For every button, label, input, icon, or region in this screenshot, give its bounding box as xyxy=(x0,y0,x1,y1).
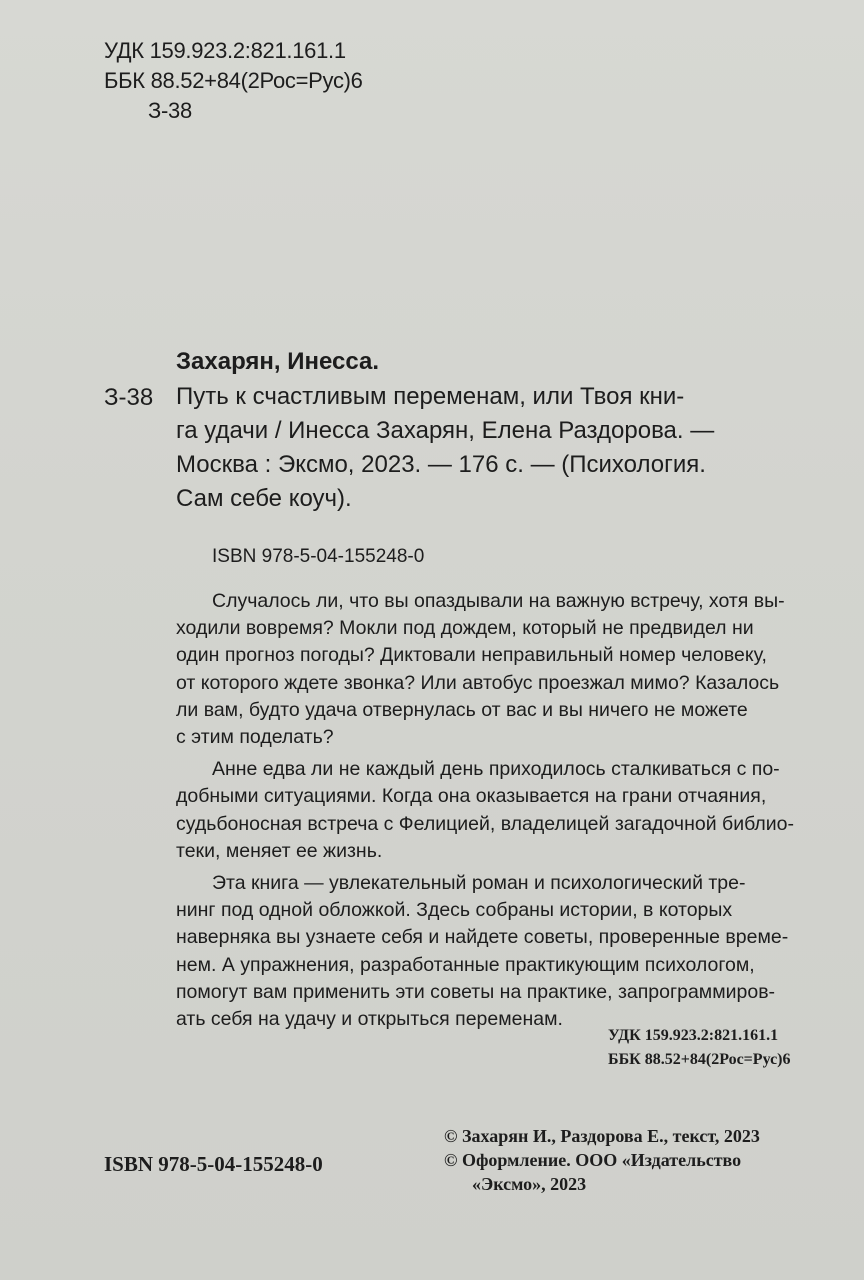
annotation-line: нем. А упражнения, разработанные практикующим психологом, xyxy=(176,953,755,976)
isbn-bottom: ISBN 978-5-04-155248-0 xyxy=(104,1152,323,1176)
catalog-author: Захарян, Инесса. xyxy=(176,348,380,375)
udk-code: УДК 159.923.2:821.161.1 xyxy=(608,1027,779,1044)
annotation xyxy=(176,588,816,1038)
classification-codes-top xyxy=(104,36,363,126)
annotation-line: помогут вам применить эти советы на практике, запрограммиров- xyxy=(176,980,776,1003)
annotation-line: теки, меняет ее жизнь. xyxy=(176,839,383,862)
annotation-line: судьбоносная встреча с Фелицией, владелицей загадочной библио- xyxy=(176,812,794,835)
annotation-paragraph xyxy=(176,588,816,751)
annotation-line: наверняка вы узнаете себя и найдете советы, проверенные време- xyxy=(176,926,789,949)
catalog-description-line: га удачи / Инесса Захарян, Елена Раздорова. — xyxy=(176,417,715,444)
annotation-paragraph xyxy=(176,870,816,1033)
bbk-code: ББК 88.52+84(2Рос=Рус)6 xyxy=(104,68,363,93)
annotation-line: ли вам, будто удача отвернулась от вас и вы ничего не можете xyxy=(176,698,748,721)
catalog-description xyxy=(176,380,816,516)
annotation-line: от которого ждете звонка? Или автобус проезжал мимо? Казалось xyxy=(176,671,780,694)
copyright-line: © Захарян И., Раздорова Е., текст, 2023 xyxy=(444,1126,760,1146)
annotation-line: ать себя на удачу и открыться переменам. xyxy=(176,1008,563,1031)
annotation-line: Анне едва ли не каждый день приходилось сталкиваться с по- xyxy=(212,758,780,781)
copyright-notice xyxy=(444,1124,760,1196)
annotation-paragraph xyxy=(176,756,816,865)
catalog-description-line: Путь к счастливым переменам, или Твоя кни- xyxy=(176,383,685,410)
annotation-line: Эта книга — увлекательный роман и психологический тре- xyxy=(212,872,746,895)
annotation-line: добными ситуациями. Когда она оказывается на грани отчаяния, xyxy=(176,785,767,808)
copyright-line: «Эксмо», 2023 xyxy=(472,1174,587,1194)
udk-code: УДК 159.923.2:821.161.1 xyxy=(104,38,346,63)
copyright-line: © Оформление. ООО «Издательство xyxy=(444,1150,742,1170)
annotation-line: один прогноз погоды? Диктовали неправильный номер человеку, xyxy=(176,644,767,667)
catalog-isbn: ISBN 978-5-04-155248-0 xyxy=(212,546,425,567)
catalog-cutter-mark: З-38 xyxy=(104,384,154,411)
annotation-line: нинг под одной обложкой. Здесь собраны истории, в которых xyxy=(176,899,733,922)
catalog-description-line: Сам себе коуч). xyxy=(176,485,352,512)
catalog-description-line: Москва : Эксмо, 2023. — 176 с. — (Психология. xyxy=(176,451,706,478)
classification-codes-bottom xyxy=(608,1024,791,1072)
cutter-code: З-38 xyxy=(148,98,192,123)
bbk-code: ББК 88.52+84(2Рос=Рус)6 xyxy=(608,1051,791,1068)
annotation-line: ходили вовремя? Мокли под дождем, который не предвидел ни xyxy=(176,617,754,640)
annotation-line: с этим поделать? xyxy=(176,726,334,749)
annotation-line: Случалось ли, что вы опаздывали на важную встречу, хотя вы- xyxy=(212,590,785,612)
